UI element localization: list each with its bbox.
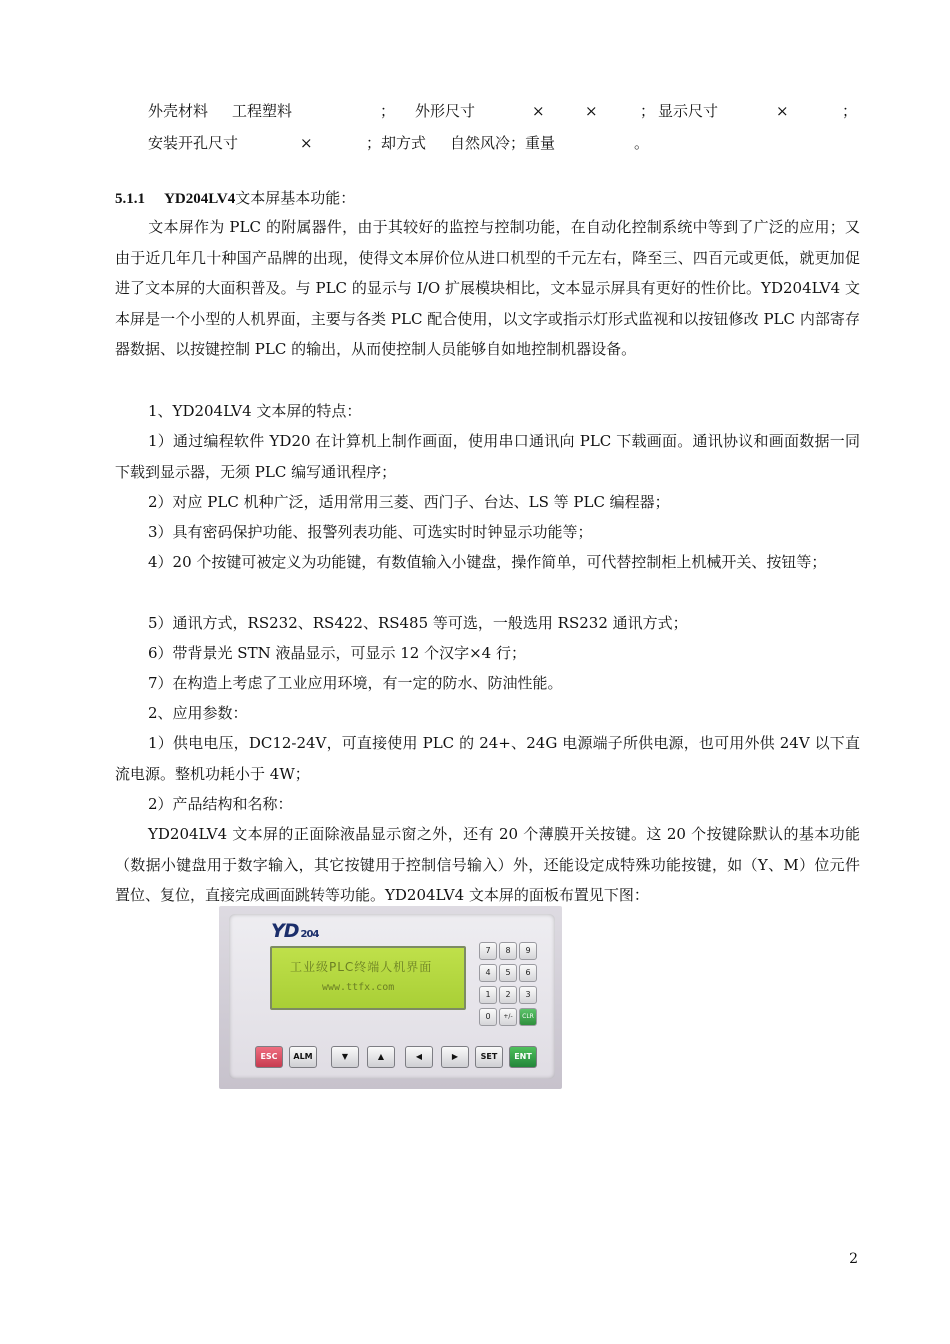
- device-photo: [219, 906, 562, 1089]
- times-sign: ×: [300, 134, 313, 152]
- lcd-screen: [270, 946, 466, 1010]
- mount-hole-label: 安装开孔尺寸: [148, 134, 239, 152]
- key-right: ▶: [441, 1046, 469, 1068]
- end-mark: 。: [634, 134, 650, 152]
- separator: ；: [380, 102, 396, 120]
- key-esc: ESC: [255, 1046, 283, 1068]
- key-4: 4: [479, 964, 497, 982]
- key-up: ▲: [367, 1046, 395, 1068]
- key-down: ▼: [331, 1046, 359, 1068]
- key-7: 7: [479, 942, 497, 960]
- key-left: ◀: [405, 1046, 433, 1068]
- key-9: 9: [519, 942, 537, 960]
- key-clr: CLR: [519, 1008, 537, 1026]
- feature-item: 6）带背景光 STN 液晶显示，可显示 12 个汉字×4 行；: [148, 644, 526, 662]
- section-heading: [115, 187, 355, 208]
- feature-item: 5）通讯方式，RS232、RS422、RS485 等可选，一般选用 RS232 通讯方式；: [148, 614, 688, 632]
- lcd-line-2: www.ttfx.com: [322, 982, 395, 993]
- separator: ；: [640, 102, 656, 120]
- params-title: 2、应用参数：: [148, 704, 248, 722]
- cooling-label: ；却方式: [366, 134, 427, 152]
- features-title: 1、YD204LV4 文本屏的特点：: [148, 402, 362, 420]
- key-set: SET: [475, 1046, 503, 1068]
- outer-size-label: 外形尺寸: [415, 102, 476, 120]
- structure-paragraph: [115, 819, 860, 911]
- section-number: 5.1.1: [115, 191, 145, 207]
- brand-logo: YD 204: [271, 920, 319, 942]
- param-item: 1）供电电压，DC12-24V，可直接使用 PLC 的 24+、24G 电源端子所供电源，也可用外供 24V 以下直流电源。整机功耗小于 4W；: [115, 734, 860, 783]
- separator: ；: [842, 102, 858, 120]
- section-title: 文本屏基本功能：: [235, 189, 356, 207]
- key-6: 6: [519, 964, 537, 982]
- page-number: 2: [849, 1251, 858, 1267]
- times-sign: ×: [776, 102, 789, 120]
- intro-text: 文本屏作为 PLC 的附属器件，由于其较好的监控与控制功能，在自动化控制系统中等到了广泛的应用；又由于近几年几十种国产品牌的出现，使得文本屏价位从进口机型的千元左右，降至三、四百元或更低，就更加促进了文本屏的大面积普及。与 PLC 的显示与 I/O 扩展模块相比，文本显示屏具有更好的性价比。YD204LV4 文本屏是一个小型的人机界面，主要与各类 PLC 配合使用，以文字或指示灯形式监视和以按钮修改 PLC 内部寄存器数据、以按键控制 PLC 的输出，从而使控制人员能够自如地控制机器设备。: [115, 218, 860, 358]
- housing-label: 外壳材料: [148, 102, 209, 120]
- key-plus-minus: +/-: [499, 1008, 517, 1026]
- feature-item: 7）在构造上考虑了工业应用环境，有一定的防水、防油性能。: [148, 674, 563, 692]
- key-2: 2: [499, 986, 517, 1004]
- key-5: 5: [499, 964, 517, 982]
- key-ent: ENT: [509, 1046, 537, 1068]
- section-model: YD204LV4: [164, 191, 236, 207]
- key-0: 0: [479, 1008, 497, 1026]
- feature-item: 2）对应 PLC 机种广泛，适用常用三菱、西门子、台达、LS 等 PLC 编程器；: [148, 493, 670, 511]
- lcd-line-1: 工业级PLC终端人机界面: [290, 960, 433, 974]
- key-alm: ALM: [289, 1046, 317, 1068]
- display-size-label: 显示尺寸: [658, 102, 719, 120]
- spec-line-1: [0, 101, 950, 121]
- param-item: 2）产品结构和名称：: [148, 795, 293, 813]
- structure-text: YD204LV4 文本屏的正面除液晶显示窗之外，还有 20 个薄膜开关按键。这 20 个按键除默认的基本功能（数据小键盘用于数字输入，其它按键用于控制信号输入）外，还能设定成特殊功能按键，如（Y、M）位元件置位、复位，直接完成画面跳转等功能。YD204LV4 文本屏的面板布置见下图：: [115, 825, 860, 904]
- feature-item: 4）20 个按键可被定义为功能键，有数值输入小键盘，操作简单，可代替控制柜上机械开关、按钮等；: [148, 553, 827, 571]
- times-sign: ×: [585, 102, 598, 120]
- housing-value: 工程塑料: [232, 102, 293, 120]
- key-1: 1: [479, 986, 497, 1004]
- feature-item: 1）通过编程软件 YD20 在计算机上制作画面，使用串口通讯向 PLC 下载画面。通讯协议和画面数据一同下载到显示器，无须 PLC 编写通讯程序；: [115, 432, 860, 481]
- cooling-value: 自然风冷；重量: [450, 134, 556, 152]
- spec-line-2: [0, 133, 950, 153]
- intro-paragraph: [115, 212, 860, 365]
- times-sign: ×: [532, 102, 545, 120]
- key-8: 8: [499, 942, 517, 960]
- key-3: 3: [519, 986, 537, 1004]
- feature-item: 3）具有密码保护功能、报警列表功能、可选实时时钟显示功能等；: [148, 523, 593, 541]
